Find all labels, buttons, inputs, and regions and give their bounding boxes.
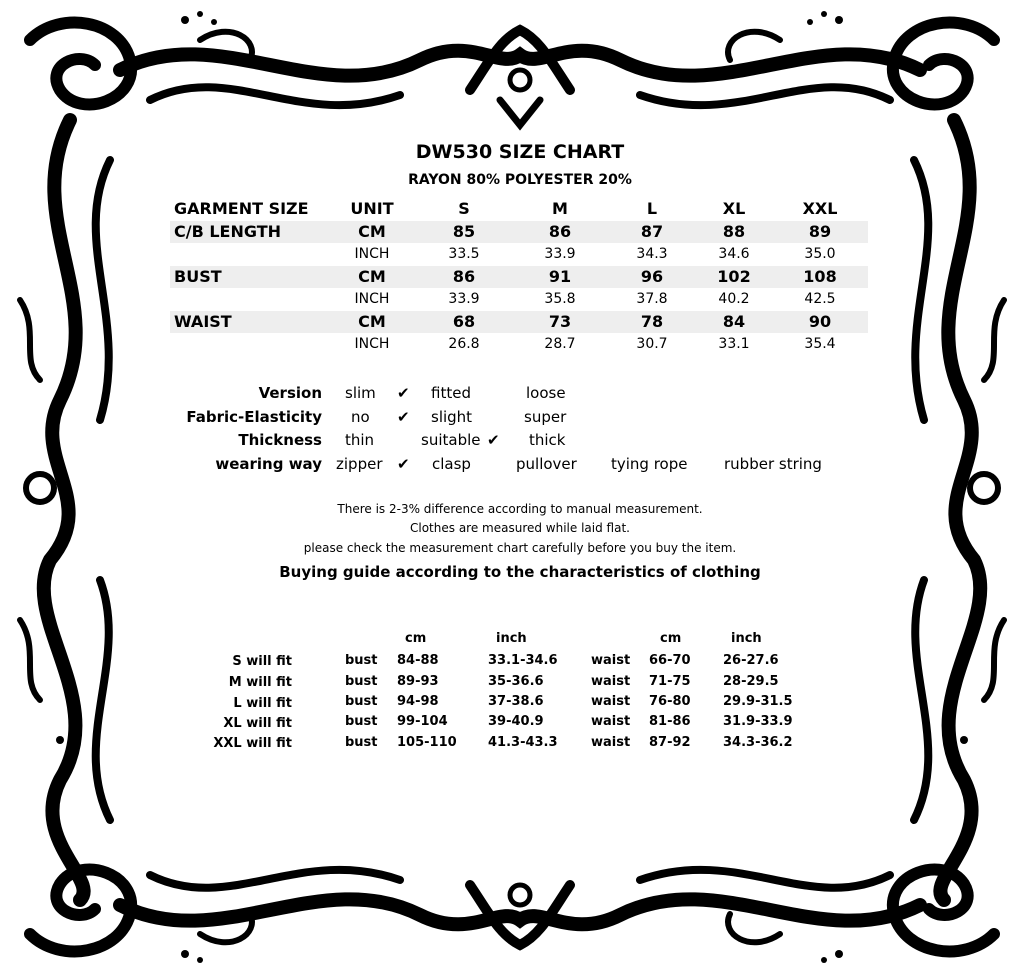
header-size-l: L [646, 199, 658, 218]
attribute-option: suitable [421, 431, 481, 449]
attribute-option: pullover [516, 455, 577, 473]
check-icon: ✔ [487, 431, 500, 449]
buying-guide-title: Buying guide according to the characteristics of clothing [279, 563, 761, 581]
attribute-option: super [524, 408, 567, 426]
guide-bust-inch: 33.1-34.6 [488, 653, 558, 668]
table-cell: 85 [452, 222, 476, 241]
guide-bust-cm: 94-98 [397, 694, 439, 709]
header-size-xxl: XXL [802, 199, 838, 218]
guide-size-label: XXL will fit [213, 736, 292, 751]
table-cell: 40.2 [718, 291, 750, 307]
attribute-option: slim [345, 384, 376, 402]
unit-inch: INCH [354, 336, 390, 352]
attribute-option: fitted [431, 384, 471, 402]
unit-cm: CM [358, 267, 386, 286]
header-garment-size: GARMENT SIZE [174, 199, 309, 218]
row-label-cb-length: C/B LENGTH [174, 222, 282, 241]
attribute-label-version: Version [258, 384, 322, 402]
attribute-option: thick [529, 431, 566, 449]
attribute-option: loose [526, 384, 566, 402]
attribute-label-thickness: Thickness [238, 431, 322, 449]
guide-waist-inch: 26-27.6 [723, 653, 779, 668]
attribute-label-fabric-elasticity: Fabric-Elasticity [186, 408, 322, 426]
guide-waist-cm: 71-75 [649, 674, 691, 689]
fabric-composition: RAYON 80% POLYESTER 20% [408, 172, 632, 188]
guide-bust-label: bust [345, 735, 378, 750]
guide-bust-cm: 105-110 [397, 735, 457, 750]
header-size-s: S [458, 199, 470, 218]
table-cell: 68 [452, 312, 476, 331]
table-cell: 35.4 [804, 336, 836, 352]
guide-col-inch: inch [496, 631, 527, 646]
unit-cm: CM [358, 312, 386, 331]
guide-waist-label: waist [591, 735, 631, 750]
check-icon: ✔ [397, 455, 410, 473]
guide-bust-label: bust [345, 694, 378, 709]
guide-waist-label: waist [591, 694, 631, 709]
check-icon: ✔ [397, 384, 410, 402]
table-cell: 86 [452, 267, 476, 286]
guide-size-label: S will fit [232, 654, 292, 669]
attribute-option: tying rope [611, 455, 688, 473]
guide-bust-label: bust [345, 653, 378, 668]
guide-bust-label: bust [345, 674, 378, 689]
table-cell: 89 [808, 222, 832, 241]
guide-bust-inch: 39-40.9 [488, 714, 544, 729]
attribute-option: zipper [336, 455, 383, 473]
note-laid-flat: Clothes are measured while laid flat. [410, 521, 630, 535]
table-cell: 86 [548, 222, 572, 241]
table-cell: 73 [548, 312, 572, 331]
header-size-xl: XL [722, 199, 746, 218]
guide-bust-label: bust [345, 714, 378, 729]
table-cell: 33.9 [448, 291, 480, 307]
table-cell: 42.5 [804, 291, 836, 307]
table-cell: 87 [640, 222, 664, 241]
note-measurement-difference: There is 2-3% difference according to manual measurement. [337, 502, 703, 516]
attribute-option: thin [345, 431, 375, 449]
table-cell: 30.7 [636, 336, 668, 352]
table-cell: 91 [548, 267, 572, 286]
table-cell: 34.3 [636, 246, 668, 262]
unit-inch: INCH [354, 291, 390, 307]
guide-bust-cm: 99-104 [397, 714, 448, 729]
table-cell: 102 [717, 267, 751, 286]
guide-col-cm: cm [660, 631, 682, 646]
unit-cm: CM [358, 222, 386, 241]
row-label-bust: BUST [174, 267, 222, 286]
unit-inch: INCH [354, 246, 390, 262]
guide-waist-cm: 87-92 [649, 735, 691, 750]
guide-col-cm: cm [405, 631, 427, 646]
table-cell: 35.0 [804, 246, 836, 262]
guide-waist-inch: 34.3-36.2 [723, 735, 793, 750]
guide-waist-inch: 29.9-31.5 [723, 694, 793, 709]
header-unit: UNIT [350, 199, 394, 218]
guide-waist-cm: 76-80 [649, 694, 691, 709]
guide-waist-label: waist [591, 714, 631, 729]
note-check-chart: please check the measurement chart carefully before you buy the item. [303, 541, 737, 555]
guide-size-label: M will fit [228, 675, 292, 690]
check-icon: ✔ [397, 408, 410, 426]
guide-size-label: L will fit [233, 696, 292, 711]
attribute-option: no [351, 408, 370, 426]
guide-bust-inch: 41.3-43.3 [488, 735, 558, 750]
guide-waist-inch: 28-29.5 [723, 674, 779, 689]
attribute-option: clasp [432, 455, 471, 473]
guide-waist-inch: 31.9-33.9 [723, 714, 793, 729]
table-cell: 26.8 [448, 336, 480, 352]
table-cell: 37.8 [636, 291, 668, 307]
table-cell: 33.1 [718, 336, 750, 352]
guide-bust-cm: 84-88 [397, 653, 439, 668]
guide-bust-inch: 35-36.6 [488, 674, 544, 689]
table-cell: 28.7 [544, 336, 576, 352]
header-size-m: M [552, 199, 568, 218]
table-cell: 90 [808, 312, 832, 331]
table-cell: 78 [640, 312, 664, 331]
table-cell: 88 [722, 222, 746, 241]
attribute-option: rubber string [724, 455, 822, 473]
guide-waist-cm: 81-86 [649, 714, 691, 729]
table-cell: 96 [640, 267, 664, 286]
table-cell: 84 [722, 312, 746, 331]
guide-bust-cm: 89-93 [397, 674, 439, 689]
row-label-waist: WAIST [174, 312, 232, 331]
guide-bust-inch: 37-38.6 [488, 694, 544, 709]
table-cell: 33.5 [448, 246, 480, 262]
guide-size-label: XL will fit [223, 716, 292, 731]
table-cell: 34.6 [718, 246, 750, 262]
table-cell: 33.9 [544, 246, 576, 262]
table-cell: 108 [803, 267, 837, 286]
guide-waist-cm: 66-70 [649, 653, 691, 668]
attribute-option: slight [431, 408, 473, 426]
guide-waist-label: waist [591, 653, 631, 668]
attribute-label-wearing-way: wearing way [215, 455, 322, 473]
guide-waist-label: waist [591, 674, 631, 689]
table-cell: 35.8 [544, 291, 576, 307]
chart-title: DW530 SIZE CHART [415, 141, 625, 163]
guide-col-inch: inch [731, 631, 762, 646]
